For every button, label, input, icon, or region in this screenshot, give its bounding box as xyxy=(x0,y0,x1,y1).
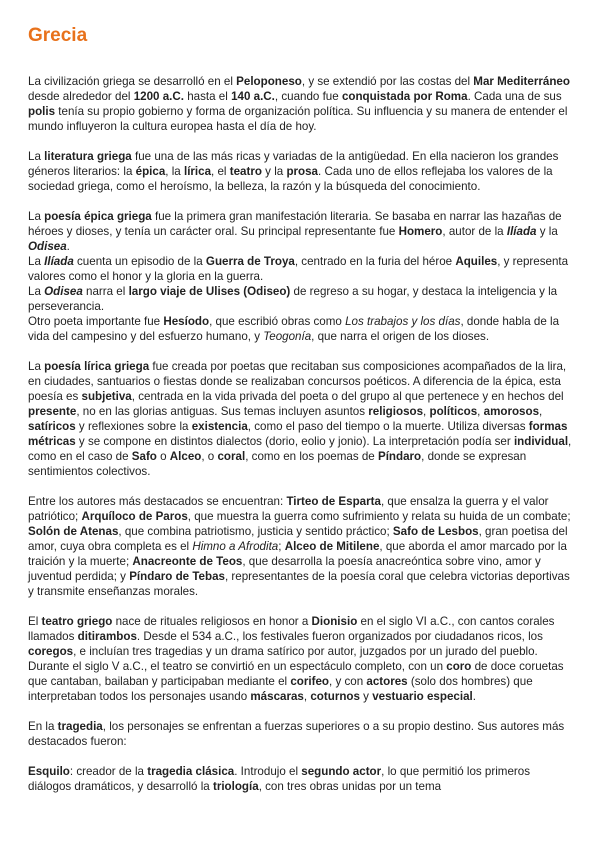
paragraph-esquilo: Esquilo: creador de la tragedia clásica. Introdujo el segundo actor, lo que permitió los primeros diálogos dramáticos, y desarrolló la triología, con tres obras unidas por un tema xyxy=(28,765,531,793)
bold-text: vestuario especial xyxy=(372,690,473,703)
paragraph-tragedia: En la tragedia, los personajes se enfrentan a fuerzas superiores o a su propio destino. Sus autores más destacados fueron: xyxy=(28,720,565,748)
bold-text: Esquilo xyxy=(28,765,70,778)
italic-text: Teogonía xyxy=(263,330,312,343)
bold-text: Peloponeso xyxy=(236,75,302,88)
bold-text: formas métricas xyxy=(28,420,568,448)
bold-text: Alceo de Mitilene xyxy=(284,540,380,553)
bold-text: existencia xyxy=(191,420,248,433)
bold-italic-text: Odisea xyxy=(28,240,67,253)
bold-text: máscaras xyxy=(250,690,304,703)
paragraph-autores-liricos: Entre los autores más destacados se encuentran: Tirteo de Esparta, que ensalza la guerra y el valor patriótico; Arquíloco de Paros, que muestra la guerra como sufrimiento y relata su huida de un combate; Solón de Atenas, que combina patriotismo, justicia y sentido práctico; Safo de Lesbos, gran poetisa del amor, cuya obra completa es el Himno a Afrodita; Alceo de Mitilene, que aborda el amor marcado por la traición y la muerte; Anacreonte de Teos, que desarrolla la poesía anacreóntica sobre vino, amor y juventud perdida; y Píndaro de Tebas, representantes de la poesía coral que celebra victorias deportivas y transmite enseñanzas morales. xyxy=(28,495,571,598)
bold-text: coturnos xyxy=(310,690,360,703)
bold-text: Homero xyxy=(398,225,443,238)
bold-text: coral xyxy=(217,450,246,463)
bold-text: literatura griega xyxy=(44,150,132,163)
bold-text: Dionisio xyxy=(311,615,358,628)
bold-text: corifeo xyxy=(290,675,329,688)
bold-text: Tirteo de Esparta xyxy=(286,495,381,508)
bold-text: coregos xyxy=(28,645,74,658)
bold-text: coro xyxy=(446,660,472,673)
page-title: Grecia xyxy=(28,25,88,46)
bold-italic-text: Ilíada xyxy=(506,225,537,238)
paragraph-intro: La civilización griega se desarrolló en el Peloponeso, y se extendió por las costas del Mar Mediterráneo desde alrededor del 1200 a.C. hasta el 140 a.C., cuando fue conquistada por Roma. Cada una de sus polis tenía su propio gobierno y forma de organización política. Su influencia y su manera de entender el mundo influyeron la cultura europea hasta el día de hoy. xyxy=(28,75,570,133)
bold-italic-text: Odisea xyxy=(44,285,83,298)
bold-text: ditirambos xyxy=(77,630,137,643)
bold-text: Solón de Atenas xyxy=(28,525,119,538)
bold-text: lírica xyxy=(183,165,212,178)
bold-text: poesía lírica griega xyxy=(44,360,150,373)
bold-text: Guerra de Troya xyxy=(205,255,295,268)
bold-text: tragedia clásica xyxy=(147,765,235,778)
bold-text: Hesíodo xyxy=(163,315,210,328)
bold-text: Anacreonte de Teos xyxy=(132,555,243,568)
paragraph-teatro: El teatro griego nace de rituales religiosos en honor a Dionisio en el siglo VI a.C., con cantos corales llamados ditirambos. Desde el 534 a.C., los festivales fueron organizados por ciudadanos ricos, los coregos, e incluían tres tragedias y un drama satírico por autor, juzgados por un jurado del pueblo. Durante el siglo V a.C., el teatro se convirtió en un espectáculo completo, con un coro de doce coruetas que cantaban, bailaban y participaban mediante el corifeo, y con actores (solo dos hombres) que interpretaban todos los personajes usando máscaras, coturnos y vestuario especial. xyxy=(28,615,564,703)
bold-text: individual xyxy=(513,435,569,448)
bold-text: largo viaje de Ulises (Odiseo) xyxy=(128,285,291,298)
bold-text: satíricos xyxy=(28,420,76,433)
bold-text: polis xyxy=(28,105,56,118)
bold-text: Píndaro xyxy=(377,450,422,463)
bold-text: políticos xyxy=(429,405,478,418)
bold-text: presente xyxy=(28,405,77,418)
bold-text: Aquiles xyxy=(455,255,498,268)
bold-text: teatro griego xyxy=(41,615,113,628)
bold-text: teatro xyxy=(229,165,262,178)
bold-text: tragedia xyxy=(57,720,103,733)
bold-text: Alceo xyxy=(169,450,202,463)
italic-text: Himno a Afrodita xyxy=(192,540,279,553)
bold-text: Píndaro de Tebas xyxy=(129,570,225,583)
bold-text: subjetiva xyxy=(81,390,132,403)
paragraph-literatura: La literatura griega fue una de las más ricas y variadas de la antigüedad. En ella nacieron los grandes géneros literarios: la épica, la lírica, el teatro y la prosa. Cada uno de ellos reflejaba los valores de la sociedad griega, como el heroísmo, la belleza, la razón y la búsqueda del conocimiento. xyxy=(28,150,559,193)
paragraph-lirica: La poesía lírica griega fue creada por poetas que recitaban sus composiciones acompañados de la lira, en ciudades, santuarios o fiestas donde se realizaban concursos poéticos. A diferencia de la épica, esta poesía es subjetiva, centrada en la vida privada del poeta o del grupo al que pertenece y en hechos del presente, no en las glorias antiguas. Sus temas incluyen asuntos religiosos, políticos, amorosos, satíricos y reflexiones sobre la existencia, como el paso del tiempo o la muerte. Utiliza diversas formas métricas y se compone en distintos dialectos (dorio, eolio y jonio). La interpretación podía ser individual, como en el caso de Safo o Alceo, o coral, como en los poemas de Píndaro, donde se expresan sentimientos colectivos. xyxy=(28,360,572,478)
paragraph-epica: La poesía épica griega fue la primera gran manifestación literaria. Se basaba en narrar las hazañas de héroes y dioses, y tenía un carácter oral. Su principal representante fue Homero, autor de la Ilíada y la Odisea. La Ilíada cuenta un episodio de la Guerra de Troya, centrado en la furia del héroe Aquiles, y representa valores como el honor y la gloria en la guerra. La Odisea narra el largo viaje de Ulises (Odiseo) de regreso a su hogar, y destaca la inteligencia y la perseverancia. Otro poeta importante fue Hesíodo, que escribió obras como Los trabajos y los días, donde habla de la vida del campesino y del esfuerzo humano, y Teogonía, que narra el origen de los dioses. xyxy=(28,210,569,343)
italic-text: Los trabajos y los días xyxy=(345,315,461,328)
bold-text: prosa xyxy=(286,165,319,178)
bold-text: amorosos xyxy=(483,405,540,418)
bold-text: religiosos xyxy=(368,405,424,418)
bold-text: triología xyxy=(212,780,259,793)
bold-text: Mar Mediterráneo xyxy=(473,75,570,88)
bold-text: 1200 a.C. xyxy=(133,90,184,103)
bold-text: conquistada por Roma xyxy=(341,90,468,103)
bold-text: épica xyxy=(135,165,166,178)
bold-text: segundo actor xyxy=(301,765,382,778)
bold-text: actores xyxy=(366,675,408,688)
bold-text: poesía épica griega xyxy=(44,210,152,223)
bold-italic-text: Ilíada xyxy=(44,255,74,268)
bold-text: 140 a.C. xyxy=(231,90,275,103)
bold-text: Arquíloco de Paros xyxy=(81,510,188,523)
bold-text: Safo xyxy=(131,450,157,463)
bold-text: Safo de Lesbos xyxy=(392,525,479,538)
